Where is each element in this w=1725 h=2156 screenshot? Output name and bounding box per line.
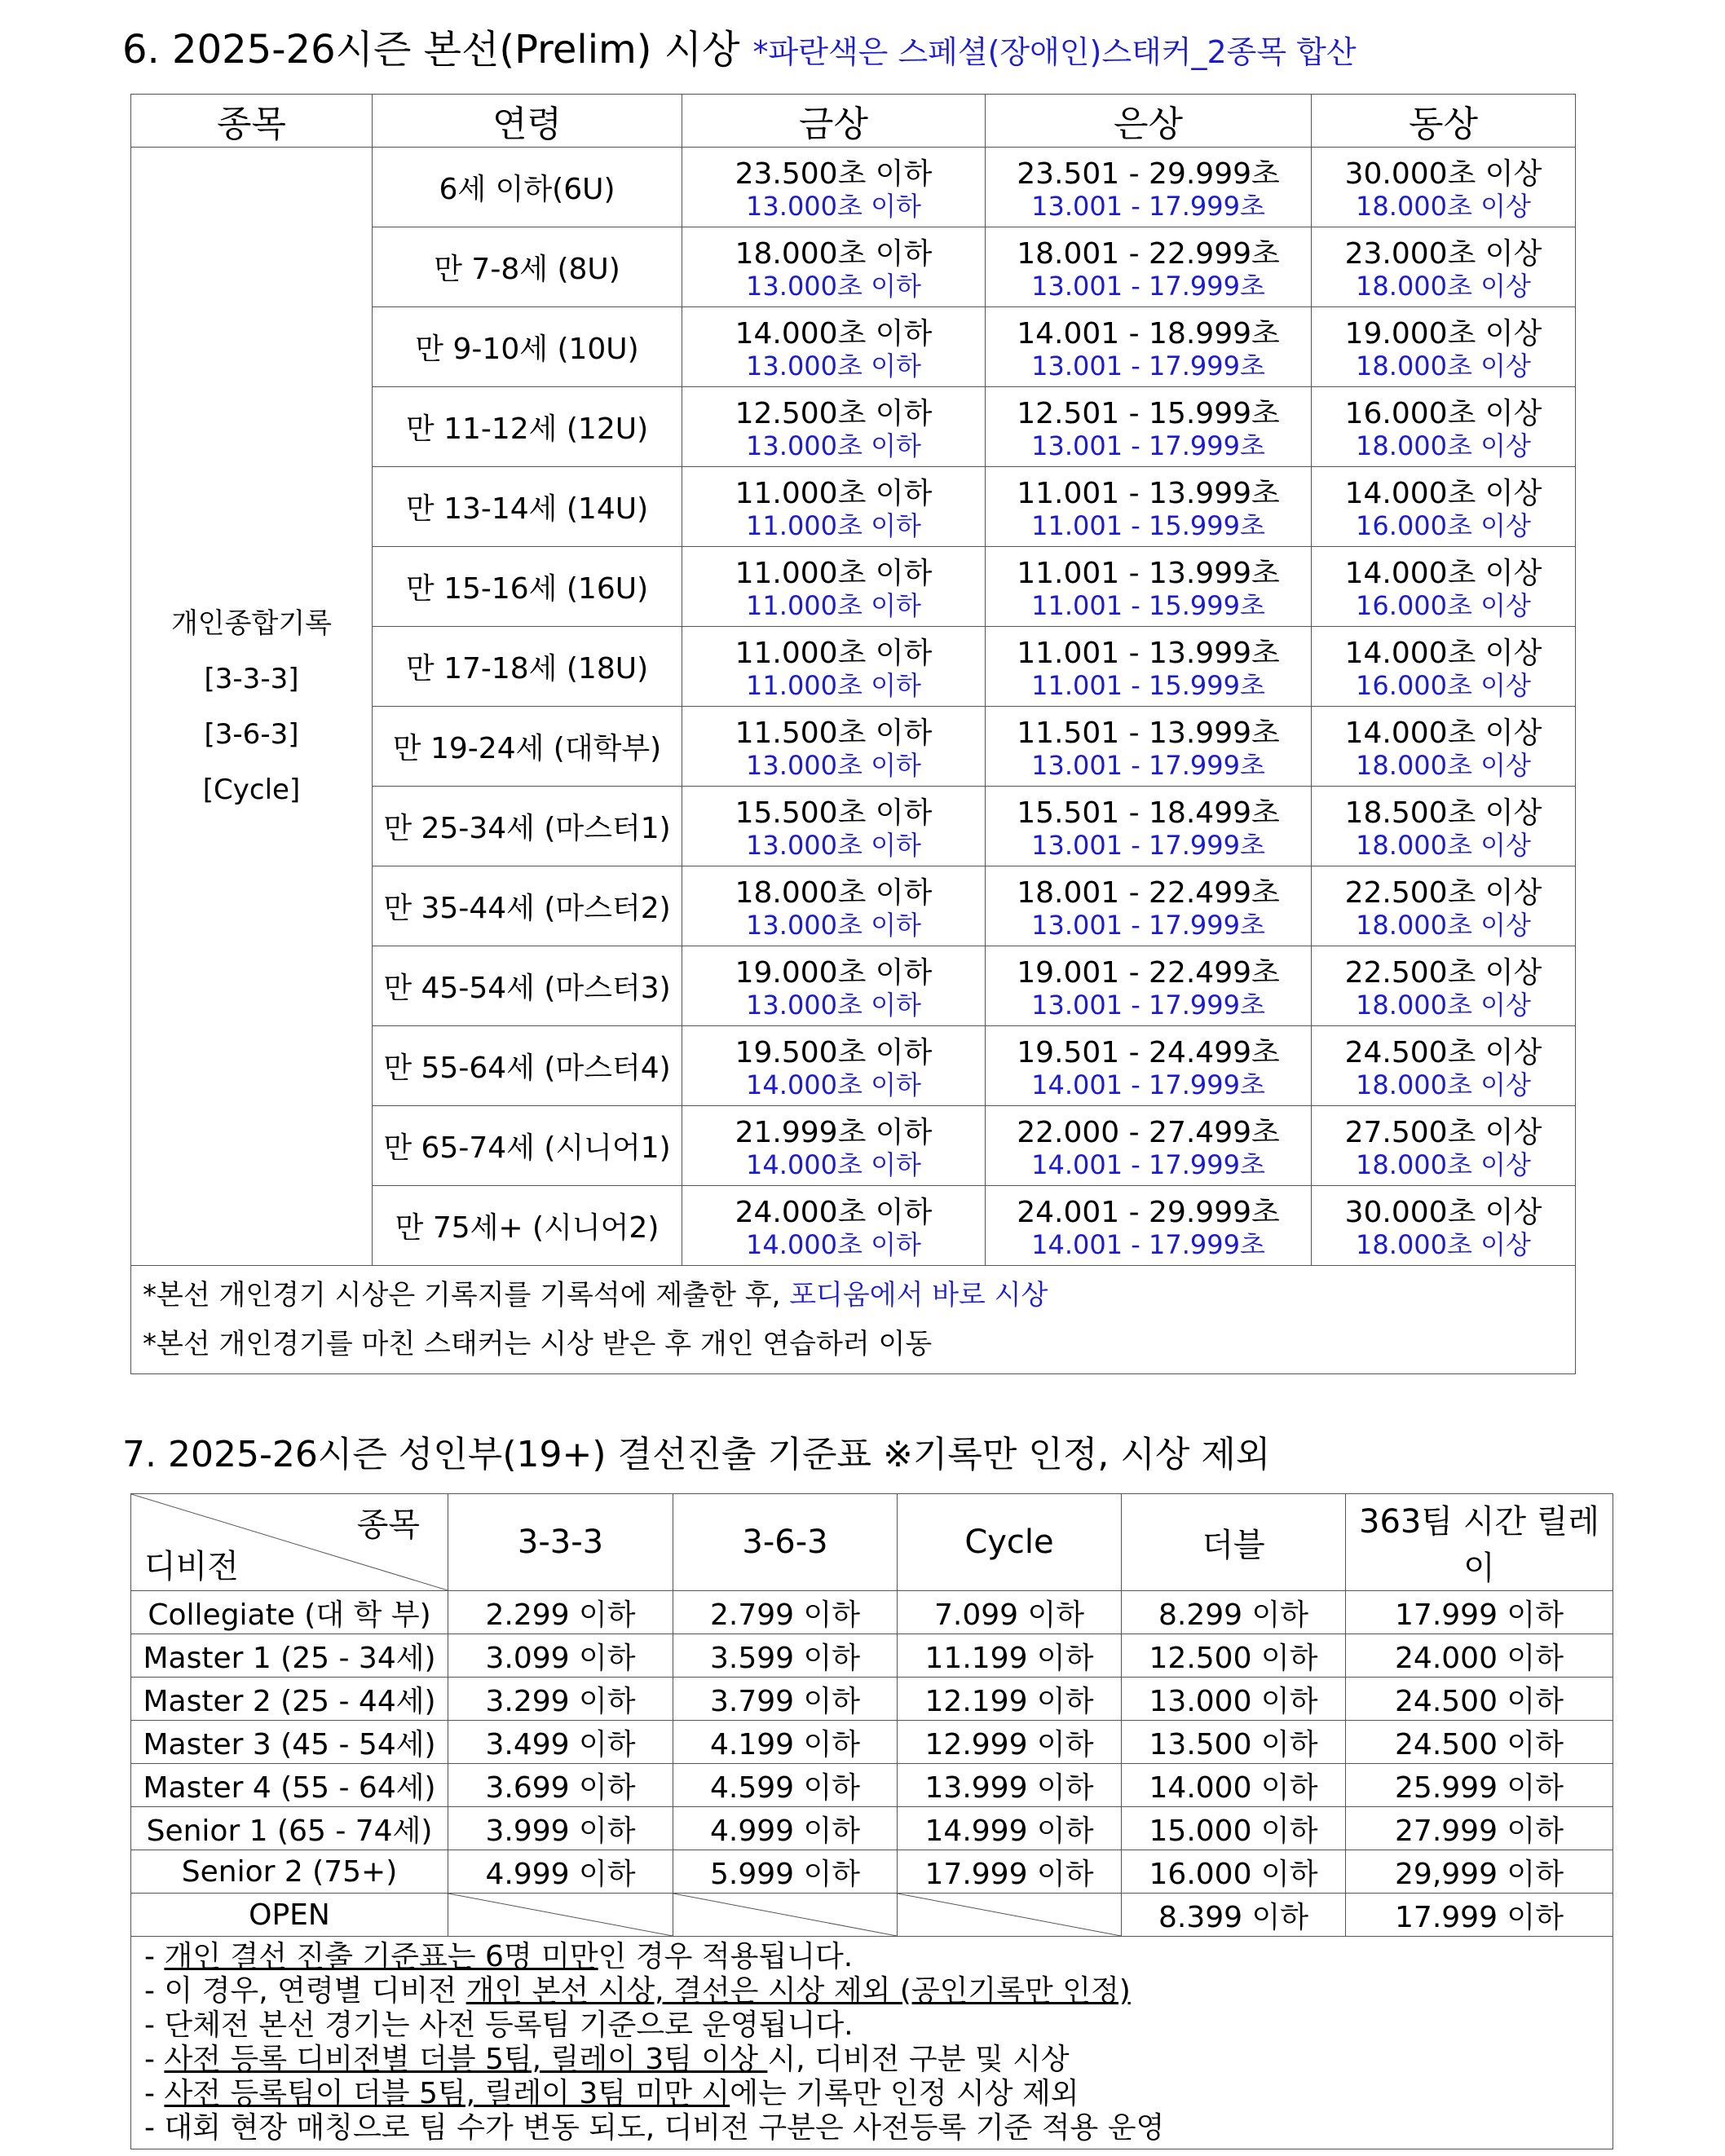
gold-cell bbox=[682, 627, 986, 707]
gold-time: 19.500초 이하 bbox=[735, 1036, 933, 1069]
not-applicable-cell bbox=[448, 1894, 673, 1937]
silver-time: 24.001 - 29.999초 bbox=[1017, 1196, 1280, 1229]
silver-special-time: 14.001 - 17.999초 bbox=[1031, 1229, 1265, 1260]
header-silver: 은상 bbox=[986, 95, 1312, 148]
event-line: 개인종합기록 bbox=[170, 606, 333, 640]
double-cell: 8.399 이하 bbox=[1122, 1894, 1346, 1937]
open-row bbox=[131, 1894, 1613, 1937]
gold-cell bbox=[682, 227, 986, 307]
gold-time: 11.000초 이하 bbox=[735, 557, 933, 590]
gold-cell bbox=[682, 1186, 986, 1266]
c363-cell: 2.799 이하 bbox=[673, 1591, 898, 1634]
gold-special-time: 13.000초 이하 bbox=[746, 910, 921, 941]
corner-event-label: 종목 bbox=[356, 1506, 420, 1544]
bronze-cell bbox=[1312, 1186, 1576, 1266]
gold-time: 24.000초 이하 bbox=[735, 1196, 933, 1229]
bronze-time: 30.000초 이상 bbox=[1344, 1196, 1542, 1229]
bronze-cell bbox=[1312, 387, 1576, 467]
bronze-cell bbox=[1312, 707, 1576, 787]
bronze-cell bbox=[1312, 1106, 1576, 1186]
bronze-special-time: 18.000초 이상 bbox=[1356, 1069, 1531, 1100]
table-header-row bbox=[131, 95, 1576, 148]
section6-title: 6. 2025-26시즌 본선(Prelim) 시상 bbox=[122, 27, 740, 73]
section6-note: *파란색은 스페셜(장애인)스태커_2종목 합산 bbox=[752, 34, 1357, 70]
age-cell: 만 9-10세 (10U) bbox=[373, 307, 682, 387]
silver-time: 12.501 - 15.999초 bbox=[1017, 397, 1280, 430]
gold-time: 12.500초 이하 bbox=[735, 397, 933, 430]
c333-cell: 4.999 이하 bbox=[448, 1850, 673, 1894]
gold-special-time: 13.000초 이하 bbox=[746, 271, 921, 302]
header-age: 연령 bbox=[373, 95, 682, 148]
age-cell: 만 35-44세 (마스터2) bbox=[373, 866, 682, 946]
bronze-time: 22.500초 이상 bbox=[1344, 956, 1542, 990]
bronze-time: 14.000초 이상 bbox=[1344, 716, 1542, 750]
section7-title: 7. 2025-26시즌 성인부(19+) 결선진출 기준표 ※기록만 인정, 시상 제외 bbox=[122, 1434, 1271, 1475]
c333-cell: 3.099 이하 bbox=[448, 1634, 673, 1678]
double-cell: 13.000 이하 bbox=[1122, 1678, 1346, 1721]
bronze-time: 14.000초 이상 bbox=[1344, 557, 1542, 590]
silver-cell bbox=[986, 1106, 1312, 1186]
gold-special-time: 14.000초 이하 bbox=[746, 1229, 921, 1260]
footnote-1-highlight: 포디움에서 바로 시상 bbox=[789, 1279, 1048, 1312]
gold-cell bbox=[682, 707, 986, 787]
age-cell: 만 11-12세 (12U) bbox=[373, 387, 682, 467]
relay-cell: 24.500 이하 bbox=[1346, 1678, 1613, 1721]
section6-heading bbox=[122, 18, 1357, 74]
header-event: 종목 bbox=[131, 95, 373, 148]
c363-cell: 4.599 이하 bbox=[673, 1764, 898, 1807]
relay-cell: 17.999 이하 bbox=[1346, 1894, 1613, 1937]
table-row bbox=[131, 1850, 1613, 1894]
gold-time: 23.500초 이하 bbox=[735, 157, 933, 191]
note-underlined: 개인 본선 시상, 결선은 시상 제외 (공인기록만 인정) bbox=[465, 1974, 1131, 2008]
not-applicable-cell bbox=[673, 1894, 898, 1937]
silver-special-time: 13.001 - 17.999초 bbox=[1031, 750, 1265, 781]
notes-row bbox=[131, 1937, 1613, 2149]
silver-special-time: 14.001 - 17.999초 bbox=[1031, 1069, 1265, 1100]
c333-cell: 3.699 이하 bbox=[448, 1764, 673, 1807]
bronze-time: 16.000초 이상 bbox=[1344, 397, 1542, 430]
header-bronze: 동상 bbox=[1312, 95, 1576, 148]
age-cell: 만 17-18세 (18U) bbox=[373, 627, 682, 707]
age-cell: 만 75세+ (시니어2) bbox=[373, 1186, 682, 1266]
c363-cell: 5.999 이하 bbox=[673, 1850, 898, 1894]
silver-time: 22.000 - 27.499초 bbox=[1017, 1116, 1280, 1149]
silver-time: 15.501 - 18.499초 bbox=[1017, 796, 1280, 830]
diagonal-slash bbox=[898, 1894, 1121, 1936]
double-cell: 13.500 이하 bbox=[1122, 1721, 1346, 1764]
double-cell: 12.500 이하 bbox=[1122, 1634, 1346, 1678]
bronze-special-time: 16.000초 이상 bbox=[1356, 510, 1531, 541]
silver-time: 11.001 - 13.999초 bbox=[1017, 477, 1280, 510]
relay-cell: 24.000 이하 bbox=[1346, 1634, 1613, 1678]
bronze-cell bbox=[1312, 946, 1576, 1026]
note-text: - bbox=[144, 1940, 165, 1973]
division-cell: OPEN bbox=[131, 1894, 448, 1937]
gold-time: 18.000초 이하 bbox=[735, 876, 933, 910]
header-333: 3-3-3 bbox=[448, 1494, 673, 1591]
c333-cell: 3.499 이하 bbox=[448, 1721, 673, 1764]
silver-time: 14.001 - 18.999초 bbox=[1017, 317, 1280, 351]
age-cell: 6세 이하(6U) bbox=[373, 148, 682, 227]
bronze-time: 18.500초 이상 bbox=[1344, 796, 1542, 830]
bronze-time: 24.500초 이상 bbox=[1344, 1036, 1542, 1069]
gold-special-time: 13.000초 이하 bbox=[746, 351, 921, 381]
silver-special-time: 11.001 - 15.999초 bbox=[1031, 510, 1265, 541]
bronze-special-time: 16.000초 이상 bbox=[1356, 590, 1531, 621]
note-text: 인 경우 적용됩니다. bbox=[598, 1940, 854, 1973]
bronze-time: 14.000초 이상 bbox=[1344, 477, 1542, 510]
silver-time: 18.001 - 22.999초 bbox=[1017, 237, 1280, 271]
table-row bbox=[131, 1807, 1613, 1850]
silver-special-time: 11.001 - 15.999초 bbox=[1031, 590, 1265, 621]
silver-time: 11.501 - 13.999초 bbox=[1017, 716, 1280, 750]
silver-cell bbox=[986, 307, 1312, 387]
division-cell: Senior 1 (65 - 74세) bbox=[131, 1807, 448, 1850]
age-cell: 만 19-24세 (대학부) bbox=[373, 707, 682, 787]
silver-cell bbox=[986, 467, 1312, 547]
division-cell: Collegiate (대 학 부) bbox=[131, 1591, 448, 1634]
c333-cell: 3.299 이하 bbox=[448, 1678, 673, 1721]
footnote-row bbox=[131, 1266, 1576, 1374]
note-text: - 이 경우, 연령별 디비전 bbox=[144, 1974, 466, 2008]
gold-cell bbox=[682, 787, 986, 866]
note-line bbox=[144, 1940, 1599, 1974]
bronze-cell bbox=[1312, 547, 1576, 627]
event-line: [Cycle] bbox=[202, 773, 301, 806]
c363-cell: 3.799 이하 bbox=[673, 1678, 898, 1721]
silver-cell bbox=[986, 1186, 1312, 1266]
bronze-special-time: 18.000초 이상 bbox=[1356, 430, 1531, 461]
relay-cell: 27.999 이하 bbox=[1346, 1807, 1613, 1850]
cycle-cell: 11.199 이하 bbox=[898, 1634, 1122, 1678]
cycle-cell: 17.999 이하 bbox=[898, 1850, 1122, 1894]
gold-cell bbox=[682, 387, 986, 467]
gold-cell bbox=[682, 467, 986, 547]
age-cell: 만 25-34세 (마스터1) bbox=[373, 787, 682, 866]
gold-special-time: 14.000초 이하 bbox=[746, 1149, 921, 1180]
cycle-cell: 12.999 이하 bbox=[898, 1721, 1122, 1764]
bronze-cell bbox=[1312, 148, 1576, 227]
gold-cell bbox=[682, 148, 986, 227]
silver-special-time: 13.001 - 17.999초 bbox=[1031, 351, 1265, 381]
gold-time: 11.500초 이하 bbox=[735, 716, 933, 750]
table-header-row bbox=[131, 1494, 1613, 1591]
note-text: 시, 디비전 구분 및 시상 bbox=[767, 2043, 1070, 2076]
silver-cell bbox=[986, 547, 1312, 627]
silver-cell bbox=[986, 387, 1312, 467]
bronze-cell bbox=[1312, 866, 1576, 946]
footnote-1-text: *본선 개인경기 시상은 기록지를 기록석에 제출한 후, bbox=[143, 1279, 790, 1312]
note-text: 에는 기록만 인정 시상 제외 bbox=[730, 2077, 1079, 2110]
note-line bbox=[144, 2043, 1599, 2077]
age-cell: 만 55-64세 (마스터4) bbox=[373, 1026, 682, 1106]
c333-cell: 3.999 이하 bbox=[448, 1807, 673, 1850]
gold-special-time: 11.000초 이하 bbox=[746, 670, 921, 701]
corner-header-cell bbox=[131, 1494, 448, 1591]
gold-cell bbox=[682, 547, 986, 627]
silver-cell bbox=[986, 1026, 1312, 1106]
table-row bbox=[131, 148, 1576, 227]
silver-cell bbox=[986, 707, 1312, 787]
silver-special-time: 13.001 - 17.999초 bbox=[1031, 191, 1265, 222]
table-row bbox=[131, 1634, 1613, 1678]
gold-time: 21.999초 이하 bbox=[735, 1116, 933, 1149]
bronze-time: 27.500초 이상 bbox=[1344, 1116, 1542, 1149]
silver-time: 23.501 - 29.999초 bbox=[1017, 157, 1280, 191]
cycle-cell: 12.199 이하 bbox=[898, 1678, 1122, 1721]
bronze-cell bbox=[1312, 467, 1576, 547]
silver-time: 19.001 - 22.499초 bbox=[1017, 956, 1280, 990]
division-cell: Master 2 (25 - 44세) bbox=[131, 1678, 448, 1721]
cycle-cell: 14.999 이하 bbox=[898, 1807, 1122, 1850]
silver-cell bbox=[986, 227, 1312, 307]
silver-special-time: 14.001 - 17.999초 bbox=[1031, 1149, 1265, 1180]
header-gold: 금상 bbox=[682, 95, 986, 148]
age-cell: 만 65-74세 (시니어1) bbox=[373, 1106, 682, 1186]
gold-special-time: 13.000초 이하 bbox=[746, 191, 921, 222]
c363-cell: 4.999 이하 bbox=[673, 1807, 898, 1850]
notes-cell bbox=[131, 1937, 1613, 2149]
silver-special-time: 13.001 - 17.999초 bbox=[1031, 990, 1265, 1021]
note-underlined: 개인 결선 진출 기준표는 6명 미만 bbox=[164, 1940, 598, 1973]
diagonal-slash bbox=[448, 1894, 673, 1936]
event-line: [3-6-3] bbox=[204, 717, 299, 751]
silver-cell bbox=[986, 866, 1312, 946]
silver-cell bbox=[986, 627, 1312, 707]
gold-time: 15.500초 이하 bbox=[735, 796, 933, 830]
silver-cell bbox=[986, 787, 1312, 866]
diagonal-slash bbox=[673, 1894, 897, 1936]
bronze-time: 22.500초 이상 bbox=[1344, 876, 1542, 910]
silver-time: 11.001 - 13.999초 bbox=[1017, 637, 1280, 670]
corner-division-label: 디비전 bbox=[144, 1548, 239, 1585]
note-text: - 대회 현장 매칭으로 팀 수가 변동 되도, 디비전 구분은 사전등록 기준 적용 운영 bbox=[144, 2111, 1165, 2145]
gold-special-time: 13.000초 이하 bbox=[746, 830, 921, 861]
bronze-special-time: 18.000초 이상 bbox=[1356, 990, 1531, 1021]
silver-cell bbox=[986, 148, 1312, 227]
bronze-cell bbox=[1312, 1026, 1576, 1106]
gold-cell bbox=[682, 866, 986, 946]
gold-time: 11.000초 이하 bbox=[735, 477, 933, 510]
c363-cell: 4.199 이하 bbox=[673, 1721, 898, 1764]
bronze-time: 19.000초 이상 bbox=[1344, 317, 1542, 351]
note-line bbox=[144, 2077, 1599, 2111]
double-cell: 8.299 이하 bbox=[1122, 1591, 1346, 1634]
gold-special-time: 13.000초 이하 bbox=[746, 430, 921, 461]
note-text: - bbox=[144, 2077, 165, 2110]
cycle-cell: 13.999 이하 bbox=[898, 1764, 1122, 1807]
silver-time: 11.001 - 13.999초 bbox=[1017, 557, 1280, 590]
division-cell: Master 4 (55 - 64세) bbox=[131, 1764, 448, 1807]
bronze-cell bbox=[1312, 627, 1576, 707]
silver-special-time: 13.001 - 17.999초 bbox=[1031, 271, 1265, 302]
gold-special-time: 13.000초 이하 bbox=[746, 750, 921, 781]
note-underlined: 사전 등록팀이 더블 5팀, 릴레이 3팀 미만 시 bbox=[164, 2077, 730, 2110]
double-cell: 16.000 이하 bbox=[1122, 1850, 1346, 1894]
bronze-cell bbox=[1312, 227, 1576, 307]
gold-special-time: 11.000초 이하 bbox=[746, 590, 921, 621]
note-line bbox=[144, 2111, 1599, 2145]
final-qualifying-table bbox=[130, 1493, 1613, 2149]
event-line: [3-3-3] bbox=[204, 662, 299, 695]
age-cell: 만 45-54세 (마스터3) bbox=[373, 946, 682, 1026]
silver-special-time: 13.001 - 17.999초 bbox=[1031, 430, 1265, 461]
silver-cell bbox=[986, 946, 1312, 1026]
age-cell: 만 15-16세 (16U) bbox=[373, 547, 682, 627]
relay-cell: 29,999 이하 bbox=[1346, 1850, 1613, 1894]
gold-cell bbox=[682, 946, 986, 1026]
bronze-special-time: 16.000초 이상 bbox=[1356, 670, 1531, 701]
division-cell: Senior 2 (75+) bbox=[131, 1850, 448, 1894]
footnotes-cell bbox=[131, 1266, 1576, 1374]
bronze-special-time: 18.000초 이상 bbox=[1356, 271, 1531, 302]
table-row bbox=[131, 1764, 1613, 1807]
bronze-special-time: 18.000초 이상 bbox=[1356, 830, 1531, 861]
double-cell: 14.000 이하 bbox=[1122, 1764, 1346, 1807]
gold-special-time: 13.000초 이하 bbox=[746, 990, 921, 1021]
gold-cell bbox=[682, 1106, 986, 1186]
relay-cell: 24.500 이하 bbox=[1346, 1721, 1613, 1764]
gold-time: 14.000초 이하 bbox=[735, 317, 933, 351]
silver-special-time: 11.001 - 15.999초 bbox=[1031, 670, 1265, 701]
footnote-1 bbox=[143, 1271, 1564, 1320]
gold-cell bbox=[682, 1026, 986, 1106]
silver-time: 18.001 - 22.499초 bbox=[1017, 876, 1280, 910]
bronze-special-time: 18.000초 이상 bbox=[1356, 351, 1531, 381]
bronze-special-time: 18.000초 이상 bbox=[1356, 191, 1531, 222]
header-363: 3-6-3 bbox=[673, 1494, 898, 1591]
note-underlined: 사전 등록 디비전별 더블 5팀, 릴레이 3팀 이상 bbox=[164, 2043, 768, 2076]
silver-special-time: 13.001 - 17.999초 bbox=[1031, 910, 1265, 941]
table-row bbox=[131, 1591, 1613, 1634]
header-cycle: Cycle bbox=[898, 1494, 1122, 1591]
bronze-special-time: 18.000초 이상 bbox=[1356, 750, 1531, 781]
event-cell bbox=[131, 148, 373, 1266]
c363-cell: 3.599 이하 bbox=[673, 1634, 898, 1678]
relay-cell: 25.999 이하 bbox=[1346, 1764, 1613, 1807]
bronze-special-time: 18.000초 이상 bbox=[1356, 910, 1531, 941]
not-applicable-cell bbox=[898, 1894, 1122, 1937]
division-cell: Master 1 (25 - 34세) bbox=[131, 1634, 448, 1678]
gold-time: 19.000초 이하 bbox=[735, 956, 933, 990]
gold-special-time: 14.000초 이하 bbox=[746, 1069, 921, 1100]
age-cell: 만 7-8세 (8U) bbox=[373, 227, 682, 307]
note-text: - bbox=[144, 2043, 165, 2076]
gold-special-time: 11.000초 이하 bbox=[746, 510, 921, 541]
note-line bbox=[144, 1974, 1599, 2008]
bronze-time: 30.000초 이상 bbox=[1344, 157, 1542, 191]
bronze-special-time: 18.000초 이상 bbox=[1356, 1149, 1531, 1180]
header-double: 더블 bbox=[1122, 1494, 1346, 1591]
table-row bbox=[131, 1721, 1613, 1764]
note-line bbox=[144, 2008, 1599, 2043]
division-cell: Master 3 (45 - 54세) bbox=[131, 1721, 448, 1764]
relay-cell: 17.999 이하 bbox=[1346, 1591, 1613, 1634]
silver-special-time: 13.001 - 17.999초 bbox=[1031, 830, 1265, 861]
gold-cell bbox=[682, 307, 986, 387]
bronze-time: 23.000초 이상 bbox=[1344, 237, 1542, 271]
prelim-award-table bbox=[130, 94, 1576, 1374]
table-row bbox=[131, 1678, 1613, 1721]
silver-time: 19.501 - 24.499초 bbox=[1017, 1036, 1280, 1069]
note-text: - 단체전 본선 경기는 사전 등록팀 기준으로 운영됩니다. bbox=[144, 2008, 854, 2042]
gold-time: 18.000초 이하 bbox=[735, 237, 933, 271]
double-cell: 15.000 이하 bbox=[1122, 1807, 1346, 1850]
gold-time: 11.000초 이하 bbox=[735, 637, 933, 670]
header-relay: 363팀 시간 릴레이 bbox=[1346, 1494, 1613, 1591]
bronze-cell bbox=[1312, 307, 1576, 387]
bronze-special-time: 18.000초 이상 bbox=[1356, 1229, 1531, 1260]
age-cell: 만 13-14세 (14U) bbox=[373, 467, 682, 547]
cycle-cell: 7.099 이하 bbox=[898, 1591, 1122, 1634]
footnote-2: *본선 개인경기를 마친 스태커는 시상 받은 후 개인 연습하러 이동 bbox=[143, 1328, 933, 1360]
bronze-cell bbox=[1312, 787, 1576, 866]
bronze-time: 14.000초 이상 bbox=[1344, 637, 1542, 670]
section7-heading bbox=[122, 1425, 1270, 1477]
c333-cell: 2.299 이하 bbox=[448, 1591, 673, 1634]
